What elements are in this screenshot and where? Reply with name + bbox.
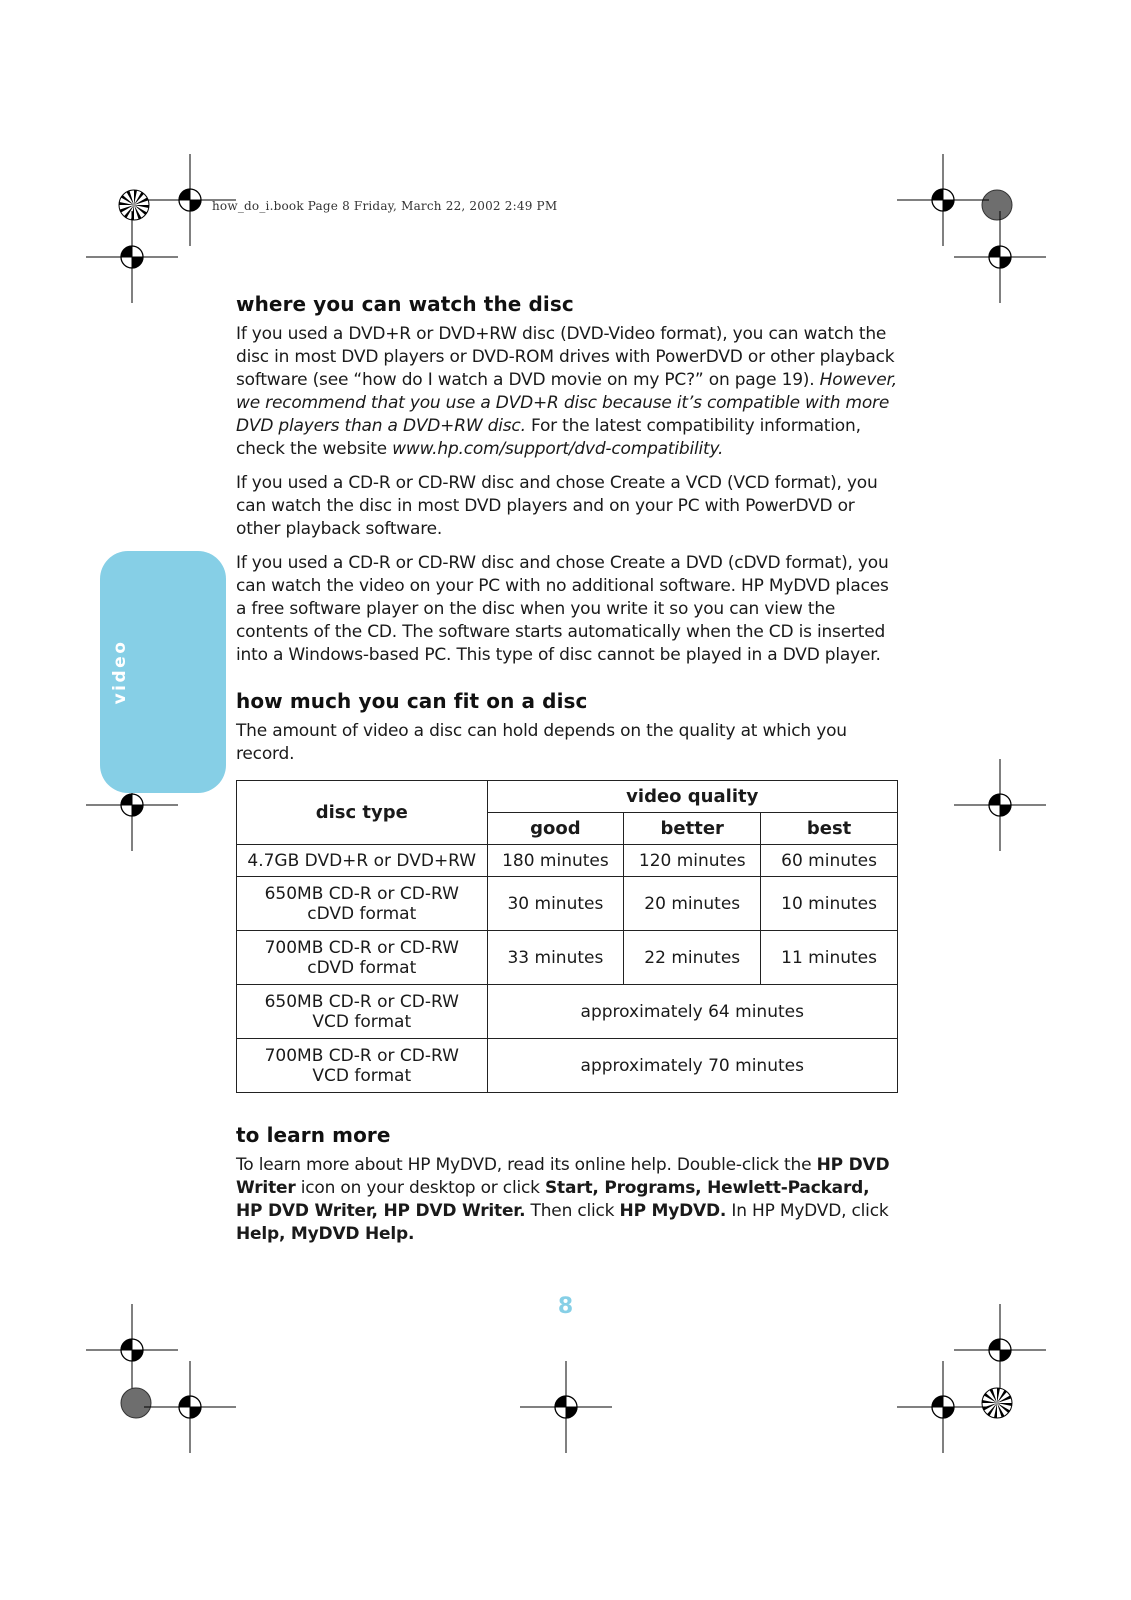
italic-recommendation: However, we recommend that you use a DVD+R disc because it’s compatible with more DVD players than a DVD+RW disc. [236,370,897,436]
good-cell: 180 minutes [487,845,624,877]
main-content [236,292,897,1257]
better-cell: 22 minutes [624,931,761,985]
disc-type-line2: VCD format [312,1011,412,1032]
bold-text: Start, Programs, Hewlett-Packard, HP DVD Writer, HP DVD Writer. [236,1178,870,1221]
best-cell: 10 minutes [761,877,898,931]
disc-type-line2: VCD format [312,1065,412,1086]
disc-type-line1: 650MB CD-R or CD-RW [264,883,459,904]
header-good: good [487,813,624,845]
disc-type-line1: 650MB CD-R or CD-RW [264,991,459,1012]
header-best: best [761,813,898,845]
disc-type-cell [237,985,488,1039]
approx-cell: approximately 70 minutes [487,1039,897,1093]
disc-type-line2: cDVD format [307,903,417,924]
disc-type-line1: 700MB CD-R or CD-RW [264,1045,459,1066]
header-better: better [624,813,761,845]
bold-text: HP MyDVD. [619,1201,727,1221]
capacity-table [236,780,898,1093]
paragraph-vcd: If you used a CD-R or CD-RW disc and chose Create a VCD (VCD format), you can watch the disc in most DVD players and on your PC with PowerDVD or other playback software. [236,473,878,539]
header-disc-type: disc type [237,781,488,845]
table-row [237,1039,898,1093]
disc-type-line2: cDVD format [307,957,417,978]
website-link[interactable]: www.hp.com/support/dvd-compatibility. [392,439,724,459]
side-tab-label: video [110,639,130,705]
table-row [237,877,898,931]
text: icon on your desktop or click [300,1178,540,1198]
paragraph-learn-more [236,1154,897,1246]
best-cell: 60 minutes [761,845,898,877]
disc-type-line1: 700MB CD-R or CD-RW [264,937,459,958]
paragraph-cdvd: If you used a CD-R or CD-RW disc and chose Create a DVD (cDVD format), you can watch the video on your PC with no additional software. HP MyDVD places a free software player on the disc when you write it so you can view the contents of the CD. The software starts automatically when the CD is inserted into a Windows-based PC. This type of disc cannot be played in a DVD player. [236,553,889,665]
table-row [237,931,898,985]
disc-type-cell [237,1039,488,1093]
text: For the latest compatibility information, check the website [236,416,861,459]
good-cell: 33 minutes [487,931,624,985]
table-row [237,845,898,877]
approx-cell: approximately 64 minutes [487,985,897,1039]
bold-text: Help, MyDVD Help. [236,1224,415,1244]
better-cell: 20 minutes [624,877,761,931]
bold-text: HP DVD Writer [236,1155,890,1198]
print-slug: how_do_i.book Page 8 Friday, March 22, 2002 2:49 PM [212,199,558,213]
better-cell: 120 minutes [624,845,761,877]
text: In HP MyDVD, click [731,1201,889,1221]
text: If you used a DVD+R or DVD+RW disc (DVD-Video format), you can watch the disc in most DVD players or DVD-ROM drives with PowerDVD or other playback software (see “how do I watch a DVD movie on my PC?” on page 19). [236,324,895,390]
header-video-quality: video quality [487,781,897,813]
disc-type-cell: 4.7GB DVD+R or DVD+RW [237,845,488,877]
heading-where-to-watch: where you can watch the disc [236,292,574,316]
good-cell: 30 minutes [487,877,624,931]
best-cell: 11 minutes [761,931,898,985]
paragraph-dvd-video [236,323,897,461]
text: Then click [530,1201,615,1221]
page-number: 8 [557,1294,574,1319]
disc-type-cell [237,877,488,931]
table-row [237,985,898,1039]
disc-type-cell [237,931,488,985]
paragraph-table-intro: The amount of video a disc can hold depends on the quality at which you record. [236,721,847,764]
heading-how-much-fits: how much you can fit on a disc [236,689,588,713]
heading-learn-more: to learn more [236,1123,391,1147]
text: To learn more about HP MyDVD, read its online help. Double-click the [236,1155,812,1175]
